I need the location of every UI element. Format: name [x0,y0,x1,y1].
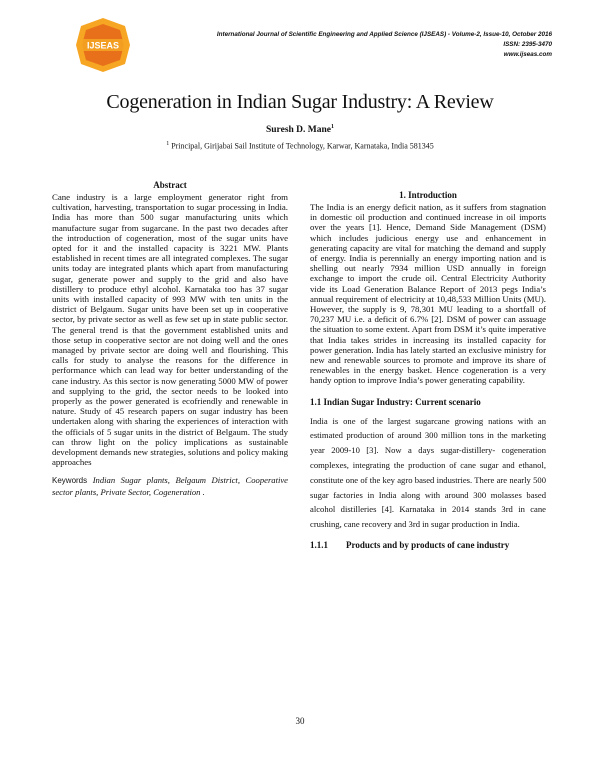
page-number: 30 [295,716,305,726]
journal-header [217,30,552,60]
journal-name: International Journal of Scientific Engineering and Applied Science (IJSEAS) - Volume-2, Issue-10, October 2016 [216,31,552,38]
section-1-1-heading: 1.1 Indian Sugar Industry: Current scenario [310,396,481,407]
paper-title: Cogeneration in Indian Sugar Industry: A Review [106,91,494,113]
section-1-1-1-heading [310,540,546,550]
author-line [0,124,600,135]
abstract-body: Cane industry is a large employment generator right from cultivation, harvesting, transportation to sugar processing in India. India has more than 500 sugar manufacturing units which manufacture sugar from sugarcane. In the past two decades after the introduction of cogeneration, most of the sugar units have opted for it and the installed capacity is 3221 MW. Plants established in recent times are all integrated complexes. The sugar units today are integrated plants which apart from manufacturing sugar, generate power and supply to the grid and also have distillery to produce ethyl alcohol. Karnataka too has 37 sugar units with installed capacity of 993 MW with ten units in the district of Belgaum. Sugar units have been set up in cooperative sector, by private sector as well as few set up in state public sector. The general trend is that the government established units and those setup in cooperative sector are not doing well and the ones managed by private sector are doing well and flourishing. This calls for study to analyse the reasons for the difference in performance which can lead way for better understanding of the cane industry. As this sector is now generating 5000 MW of power and supplying to the grid, the sector needs to be looked into properly as the power generated is ecofriendly and renewable in nature. Study of 45 research papers on sugar industry has been undertaken along with sharing the experiences of interaction with the officials of 5 sugar units in the district of Belgaum. The study can throw light on the policy implications as sustainable development demands new strategies, solutions and policy making approaches [52,192,288,468]
affiliation-line [0,141,600,151]
author-superscript: 1 [331,124,334,130]
keywords-text: Indian Sugar plants, Belgaum District, Cooperative sector plants, Private Sector, Cogeneration . [52,475,289,498]
journal-logo [74,16,132,74]
left-column [52,180,288,498]
introduction-body: The India is an energy deficit nation, as it suffers from stagnation in domestic oil production and continued increase in oil imports over the years [1]. Hence, Demand Side Management (DSM) which includes judicious energy use and enhancement in generating capacity are vital for matching the demand and supply of energy. India is perennially an energy importing nation and is shelling out nearly 7934 million USD annually in foreign exchange to import the crude oil. Central Electricity Authority vide its Load Generation Balance Report of 2013 pegs India’s annual requirement of electricity at 10,48,533 Million Units (MU). However, the supply is 9, 78,301 MU leading to a shortfall of 70,237 MU i.e. a deficit of 6.7% [2]. DSM of power can assuage the situation to some extent. Apart from DSM it’s quite imperative that India takes strides in increasing its installed capacity for power generation. India has lately started an exclusive ministry for new and renewable sources to promote and improve its share of renewables in the energy basket. Hence cogeneration is a very handy option to improve India’s power generating capability. [310,202,546,386]
journal-website: www.ijseas.com [503,51,552,58]
section-1-1-body: India is one of the largest sugarcane growing nations with an estimated production of around 300 million tons in the marketing year 2009-10 [3]. Now a days sugar-distillery- cogeneration complexes, integrating the production of cane sugar and ethanol, constitute one of the key agro based industries. There are nearly 500 sugar factories in India along with around 300 molasses based alcohol distilleries [4]. Karnataka in 2014 stands 3rd in cane crushing, cane recovery and 3rd in sugar production in India. [310,415,546,530]
affiliation-text: Principal, Girijabai Sail Institute of Technology, Karwar, Karnataka, India 581345 [169,141,434,151]
author-name: Suresh D. Mane [265,125,331,136]
ijseas-logo-icon [74,16,132,74]
journal-issn: ISSN: 2395-3470 [503,41,552,48]
logo-text: IJSEAS [86,40,120,51]
introduction-heading: 1. Introduction [399,190,457,200]
section-1-1-1-number: 1.1.1 [310,540,328,551]
keywords [52,475,288,497]
right-column [310,190,546,550]
section-1-1-1-title: Products and by products of cane industry [346,540,510,551]
abstract-heading: Abstract [153,180,187,190]
keywords-label: Keywords [52,476,88,486]
affiliation-superscript: 1 [166,141,170,147]
